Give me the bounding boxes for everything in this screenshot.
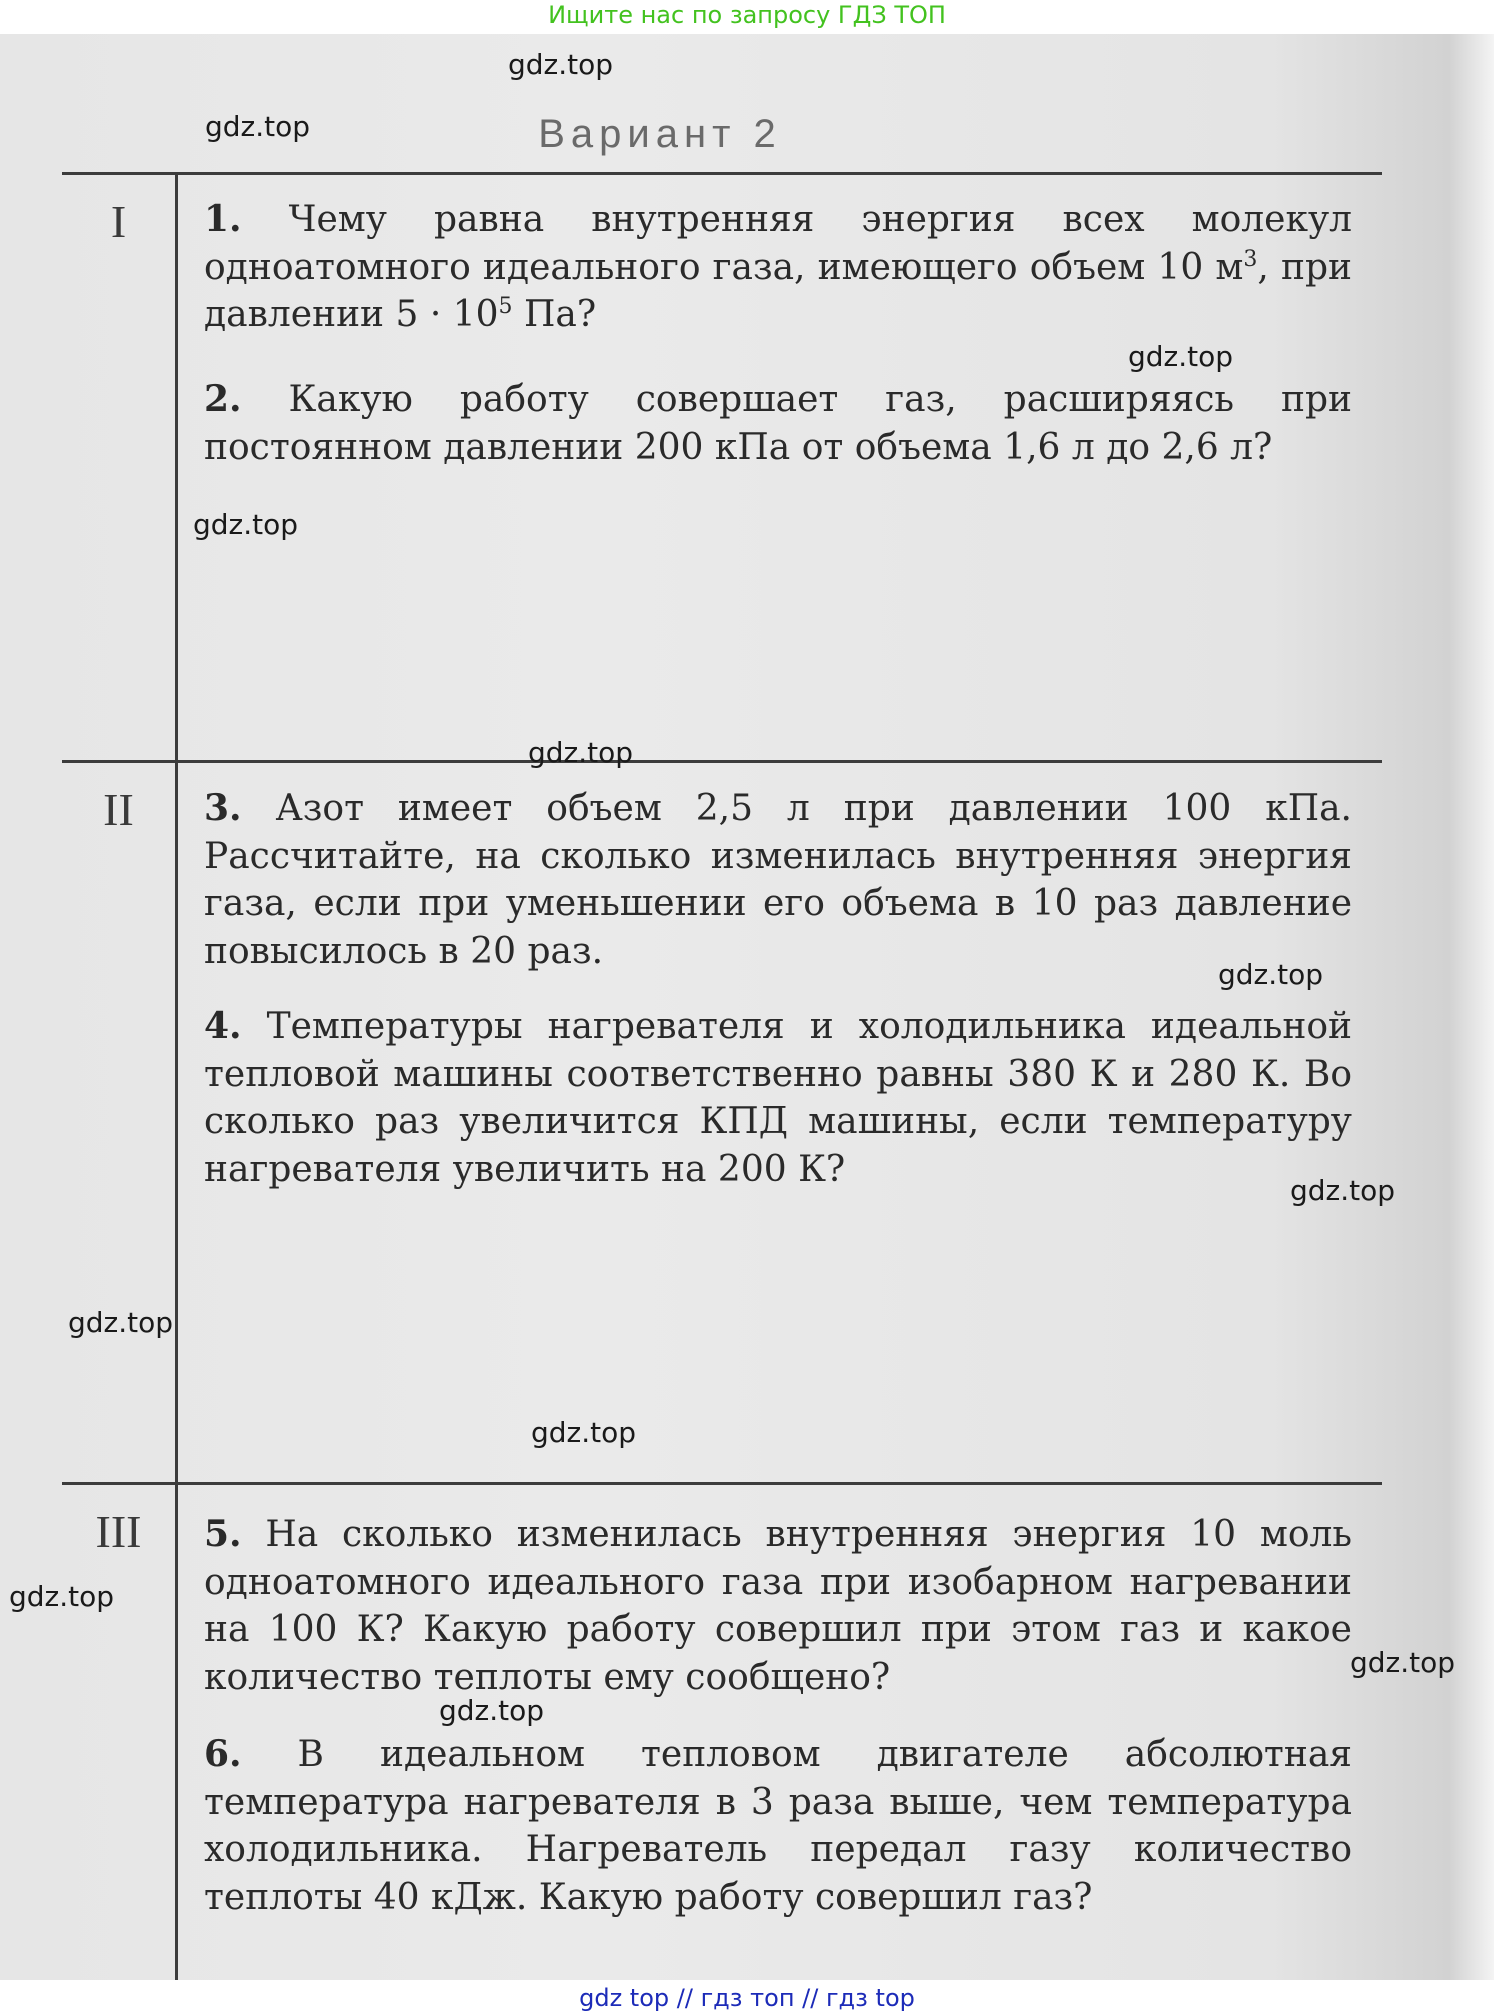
watermark-text: gdz.top — [68, 1306, 174, 1339]
watermark-text: gdz.top — [508, 48, 614, 81]
problem-5 — [204, 1511, 1352, 1701]
watermark-text: gdz.top — [1290, 1174, 1396, 1207]
watermark-text: gdz.top — [1350, 1646, 1456, 1679]
problem-2-text: Какую работу совершает газ, расширяясь при постоянном давлении 200 кПа от объема 1,6 л до 2,6 л? — [204, 379, 1352, 468]
problem-1-number: 1. — [204, 198, 242, 240]
search-banner: Ищите нас по запросу ГДЗ ТОП — [548, 1, 946, 29]
problem-6 — [204, 1731, 1352, 1921]
watermark-text: gdz.top — [1218, 958, 1324, 991]
problem-2 — [204, 376, 1352, 471]
section-level-3: III — [95, 1506, 142, 1557]
watermark-text: gdz.top — [528, 736, 634, 769]
watermark-text: gdz.top — [193, 508, 299, 541]
problem-3-text: Азот имеет объем 2,5 л при давлении 100 кПа. Рассчитайте, на сколько изменилась внутренняя энергия газа, если при уменьшении его объема в 10 раз давление повысилось в 20 раз. — [204, 788, 1352, 972]
table-top-line — [62, 172, 1382, 175]
watermark-text: gdz.top — [531, 1416, 637, 1449]
problem-4-text: Температуры нагревателя и холодильника идеальной тепловой машины соответственно равны 380 К и 280 К. Во сколько раз увеличится КПД машины, если температуру нагревателя увеличить на 200 К? — [204, 1006, 1352, 1190]
problem-3-number: 3. — [204, 787, 242, 829]
problem-1-exponent-b: 5 — [498, 294, 513, 319]
problem-1-text-a: Чему равна внутренняя энергия всех молекул одноатомного идеального газа, имеющего объем 10 м — [204, 199, 1352, 288]
problem-2-number: 2. — [204, 378, 242, 420]
problem-1-text-c: Па? — [512, 294, 597, 335]
variant-title: Вариант 2 — [538, 112, 782, 156]
footer-banner: gdz top // гдз топ // гдз top — [579, 1984, 915, 2012]
section-divider-2 — [62, 760, 1382, 763]
problem-6-text: В идеальном тепловом двигателе абсолютная температура нагревателя в 3 раза выше, чем температура холодильника. Нагреватель передал газу количество теплоты 40 кДж. Какую работу совершил газ? — [204, 1734, 1352, 1918]
watermark-text: gdz.top — [9, 1580, 115, 1613]
problem-5-number: 5. — [204, 1513, 242, 1555]
problem-5-text: На сколько изменилась внутренняя энергия 10 моль одноатомного идеального газа при изобарном нагревании на 100 К? Какую работу совершил при этом газ и какое количество теплоты ему сообщено? — [204, 1514, 1352, 1698]
problem-4-number: 4. — [204, 1005, 242, 1047]
problem-1-text-b: , при давлении 5 · 10 — [204, 246, 1353, 335]
table-vertical-line — [175, 172, 178, 1980]
problem-1 — [204, 196, 1352, 339]
section-level-2: II — [103, 784, 134, 835]
section-level-1: I — [110, 196, 127, 247]
problem-3 — [204, 785, 1352, 975]
problem-6-number: 6. — [204, 1733, 242, 1775]
watermark-text: gdz.top — [439, 1694, 545, 1727]
problem-4 — [204, 1003, 1352, 1193]
section-divider-3 — [62, 1482, 1382, 1485]
problem-1-exponent-a: 3 — [1243, 246, 1258, 272]
watermark-text: gdz.top — [205, 110, 311, 143]
watermark-text: gdz.top — [1128, 340, 1234, 373]
